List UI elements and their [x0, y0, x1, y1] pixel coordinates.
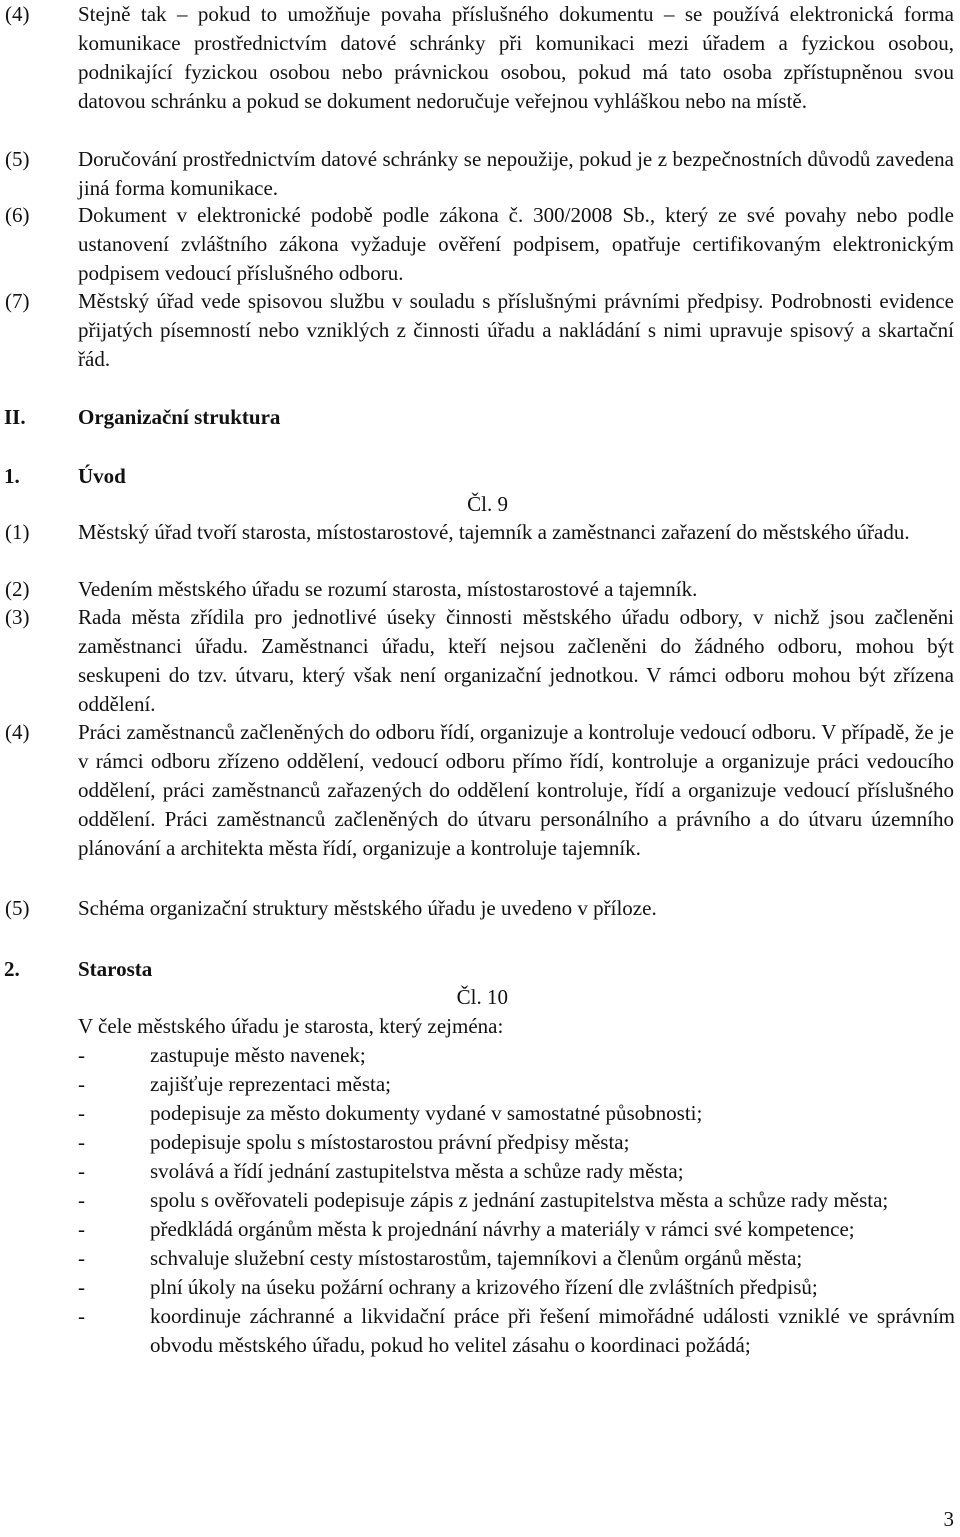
section-heading: [0, 403, 960, 432]
paragraph-5: [0, 145, 960, 201]
paragraph-number: (5): [5, 147, 30, 171]
paragraph-text: Městský úřad vede spisovou službu v souladu s příslušnými právními předpisy. Podrobnosti evidence přijatých písemností nebo vzniklých z činnosti úřadu a nakládání s nimi upravuje spisový a skartační řád.: [78, 289, 954, 371]
list-dash: -: [78, 1246, 85, 1270]
paragraph-6: [0, 201, 960, 287]
section-title: Organizační struktura: [78, 405, 281, 429]
paragraph-number: (3): [5, 605, 30, 629]
subsection-number: 2.: [4, 957, 20, 981]
list-item: [0, 1215, 960, 1244]
section-number: II.: [4, 405, 26, 429]
paragraph-number: (6): [5, 203, 30, 227]
list-item: [0, 1128, 960, 1157]
subsection-heading: [0, 462, 960, 491]
paragraph-text: Dokument v elektronické podobě podle zákona č. 300/2008 Sb., který ze své povahy nebo podle ustanovení zvláštního zákona vyžaduje ověření podpisem, opatřuje certifikovaným elektronickým podpisem vedoucí příslušného odboru.: [78, 203, 954, 285]
list-item-text: koordinuje záchranné a likvidační práce při řešení mimořádné události vzniklé ve správním obvodu městského úřadu, pokud ho velitel zásahu o koordinaci požádá;: [150, 1304, 955, 1357]
paragraph-2: [0, 575, 960, 603]
paragraph-number: (4): [5, 720, 30, 744]
paragraph-text: Doručování prostřednictvím datové schránky se nepoužije, pokud je z bezpečnostních důvodů zavedena jiná forma komunikace.: [78, 147, 954, 200]
article-label: [0, 983, 960, 1012]
paragraph-number: (1): [5, 520, 30, 544]
subsection-number: 1.: [4, 464, 20, 488]
duties-list: [0, 1041, 960, 1360]
paragraph-text: Vedením městského úřadu se rozumí starosta, místostarostové a tajemník.: [78, 577, 698, 601]
subsection-heading: [0, 955, 960, 984]
paragraph-text: Práci zaměstnanců začleněných do odboru řídí, organizuje a kontroluje vedoucí odboru. V případě, že je v rámci odboru zřízeno oddělení, vedoucí odboru přímo řídí, kontroluje a organizuje práci vedoucího oddělení, práci zaměstnanců zařazených do oddělení kontroluje, řídí a organizuje vedoucí příslušného oddělení. Práci zaměstnanců začleněných do útvaru personálního a právního a do útvaru územního plánování a architekta města řídí, organizuje a kontroluje tajemník.: [78, 720, 954, 860]
paragraph-text: Schéma organizační struktury městského úřadu je uvedeno v příloze.: [78, 896, 657, 920]
list-item: [0, 1244, 960, 1273]
list-dash: -: [78, 1130, 85, 1154]
list-dash: -: [78, 1043, 85, 1067]
list-item: [0, 1273, 960, 1302]
article-label: [0, 490, 960, 519]
list-dash: -: [78, 1159, 85, 1183]
paragraph-number: (2): [5, 577, 30, 601]
list-dash: -: [78, 1188, 85, 1212]
list-dash: -: [78, 1217, 85, 1241]
paragraph-3: [0, 603, 960, 718]
list-item: [0, 1186, 960, 1215]
list-item-text: plní úkoly na úseku požární ochrany a krizového řízení dle zvláštních předpisů;: [150, 1275, 818, 1299]
paragraph-4b: [0, 718, 960, 894]
list-item-text: zastupuje město navenek;: [150, 1043, 366, 1067]
subsection-title: Úvod: [78, 464, 126, 488]
paragraph-text: Stejně tak – pokud to umožňuje povaha příslušného dokumentu – se používá elektronická forma komunikace prostřednictvím datové schránky při komunikaci mezi úřadem a fyzickou osobou, podnikající fyzickou osobou nebo právnickou osobou, pokud má tato osoba zpřístupněnou svou datovou schránku a pokud se dokument nedoručuje veřejnou vyhláškou nebo na místě.: [78, 2, 954, 113]
list-dash: -: [78, 1304, 85, 1328]
list-item: [0, 1302, 960, 1360]
paragraph-number: (5): [5, 896, 30, 920]
list-item-text: podepisuje spolu s místostarostou právní předpisy města;: [150, 1130, 630, 1154]
paragraph-text: Městský úřad tvoří starosta, místostarostové, tajemník a zaměstnanci zařazení do městského úřadu.: [78, 520, 910, 544]
paragraph-4: [0, 0, 960, 145]
list-dash: -: [78, 1275, 85, 1299]
list-item: [0, 1070, 960, 1099]
list-item-text: zajišťuje reprezentaci města;: [150, 1072, 392, 1096]
subsection-title: Starosta: [78, 957, 153, 981]
list-item: [0, 1041, 960, 1070]
paragraph-number: (4): [5, 2, 30, 26]
article-intro: V čele městského úřadu je starosta, který zejména:: [78, 1014, 504, 1038]
list-item: [0, 1099, 960, 1128]
paragraph-1: [0, 518, 960, 575]
paragraph-text: Rada města zřídila pro jednotlivé úseky činnosti městského úřadu odbory, v nichž jsou začleněni zaměstnanci úřadu. Zaměstnanci úřadu, kteří nejsou začleněni do žádného odboru, mohou být seskupeni do tzv. útvaru, který však není organizační jednotkou. V rámci odboru mohou být zřízena oddělení.: [78, 605, 954, 716]
list-item-text: spolu s ověřovateli podepisuje zápis z jednání zastupitelstva města a schůze rady města;: [150, 1188, 889, 1212]
paragraph-number: (7): [5, 289, 30, 313]
article-9-paragraphs: [0, 518, 960, 923]
page-number: 3: [943, 1507, 954, 1531]
top-paragraphs: [0, 0, 960, 374]
paragraph-7: [0, 287, 960, 374]
list-item: [0, 1157, 960, 1186]
article-number: Čl. 9: [467, 492, 508, 516]
list-dash: -: [78, 1072, 85, 1096]
list-dash: -: [78, 1101, 85, 1125]
list-item-text: svolává a řídí jednání zastupitelstva města a schůze rady města;: [150, 1159, 684, 1183]
article-number: Čl. 10: [456, 985, 508, 1009]
list-item-text: schvaluje služební cesty místostarostům, tajemníkovi a členům orgánů města;: [150, 1246, 803, 1270]
paragraph-5b: [0, 894, 960, 923]
list-item-text: podepisuje za město dokumenty vydané v samostatné působnosti;: [150, 1101, 703, 1125]
list-item-text: předkládá orgánům města k projednání návrhy a materiály v rámci své kompetence;: [150, 1217, 855, 1241]
